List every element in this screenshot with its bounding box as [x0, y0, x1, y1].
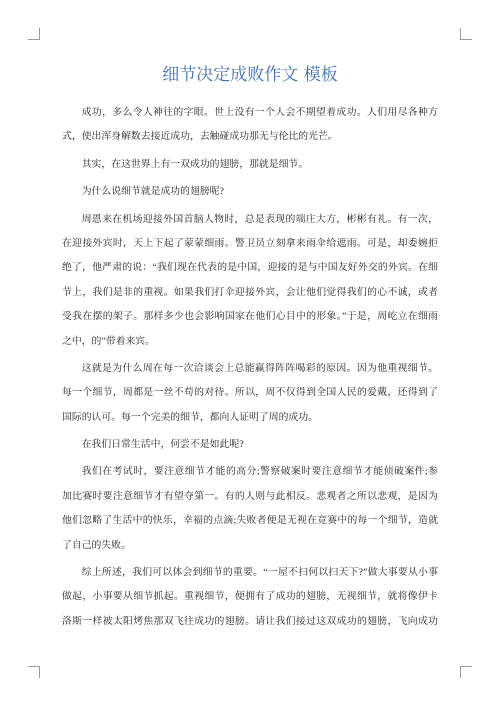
- document-body: [62, 101, 438, 637]
- text-line: 综上所述，我们可以体会到细节的重要。“一屋不扫何以扫天下?”做大事要从小事: [81, 567, 438, 579]
- text-line: 洛斯一样被太阳烤焦那双飞往成功的翅膀。请让我们接过这双成功的翅膀，飞向成功: [62, 615, 438, 627]
- text-line: 加比赛时要注意细节才有望夺第一。有的人则与此相反。悲观者之所以悲观，是因为: [62, 490, 438, 502]
- paragraph: [62, 460, 438, 558]
- crop-mark-bottom-right: [460, 666, 472, 678]
- text-line: 成功，多么令人神往的字眼。世上没有一个人会不期望着成功。人们用尽各种方: [81, 107, 438, 118]
- text-line: 他们忽略了生活中的快乐，幸福的点滴;失败者便是无视在竞赛中的每一个细节，造就: [62, 515, 438, 527]
- paragraph: [62, 153, 438, 177]
- paragraph: [62, 208, 438, 354]
- text-line: 在迎接外宾时，天上下起了蒙蒙细雨。警卫员立刻拿来雨伞给遮雨。可是，却委婉拒: [62, 237, 438, 249]
- crop-mark-bottom-left: [28, 666, 40, 678]
- paragraph: [62, 101, 438, 150]
- text-line: 我们在考试时，要注意细节才能的高分;警察破案时要注意细节才能侦破案件;参: [81, 466, 438, 478]
- text-line: 节上，我们是非的重视。如果我们打伞迎接外宾，会让他们觉得我们的心不诚，或者: [62, 286, 438, 298]
- text-line: 其实，在这世界上有一双成功的翅膀，那就是细节。: [81, 158, 309, 170]
- text-line: 绝了，他严肃的说：“我们现在代表的是中国，迎接的是与中国友好外交的外宾。在细: [62, 262, 438, 274]
- paragraph: [62, 180, 438, 204]
- text-line: 每一个细节，周都是一丝不苟的对待。所以，周不仅得到全国人民的爱戴，还得到了: [62, 387, 438, 399]
- paragraph: [62, 357, 438, 430]
- crop-mark-top-right: [460, 28, 472, 40]
- text-line: 国际的认可。每一个完美的细节，都向人证明了周的成功。: [62, 411, 318, 423]
- text-line: 这就是为什么周在每一次洽谈会上总能赢得阵阵喝彩的原因。因为他重视细节。: [81, 362, 438, 374]
- text-line: 了自己的失败。: [62, 539, 131, 551]
- document-title: 细节决定成败作文 模板: [162, 65, 338, 85]
- paragraph: [62, 433, 438, 457]
- crop-mark-top-left: [28, 28, 40, 40]
- text-line: 为什么说细节就是成功的翅膀呢?: [81, 186, 224, 198]
- text-line: 式，使出浑身解数去接近成功，去触碰成功那无与伦比的光芒。: [62, 131, 338, 143]
- text-line: 在我们日常生活中，何尝不是如此呢?: [81, 439, 244, 451]
- text-line: 受我在摆的架子。那样多少也会影响国家在他们心目中的形象。”于是，周屹立在细雨: [62, 311, 438, 323]
- text-line: 之中，的”带着来宾。: [62, 335, 155, 347]
- text-line: 做起，小事要从细节抓起。重视细节，便拥有了成功的翅膀，无视细节，就将像伊卡: [62, 591, 438, 603]
- text-line: 周恩来在机场迎接外国首脑人物时，总是表现的端庄大方，彬彬有礼。有一次，: [81, 213, 438, 225]
- paragraph: [62, 561, 438, 634]
